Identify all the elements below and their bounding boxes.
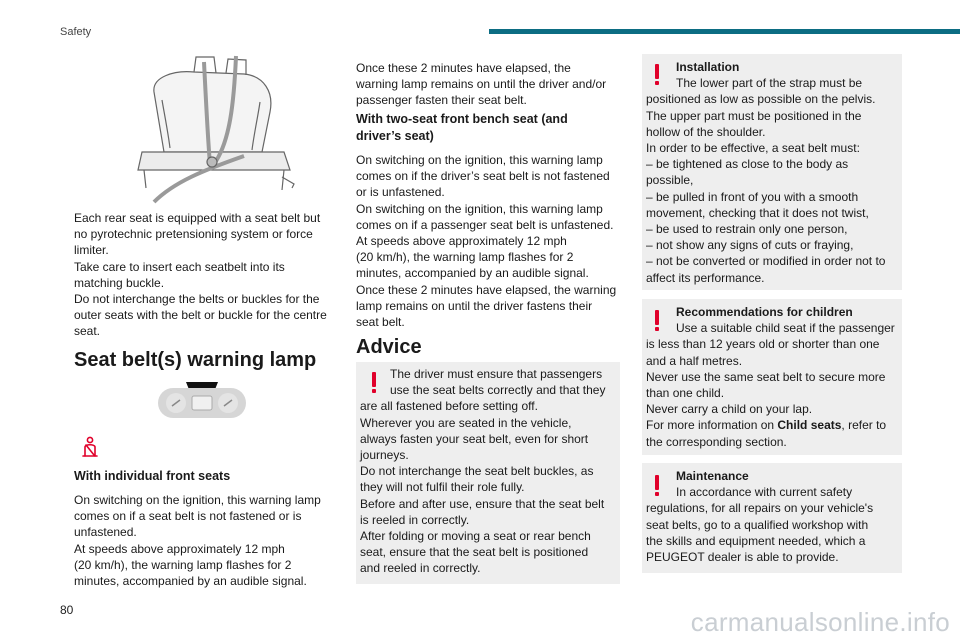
advice-line: is reeled in correctly. xyxy=(360,512,470,527)
individual-line: (20 km/h), the warning lamp flashes for 2 xyxy=(74,557,292,572)
individual-line: unfastened. xyxy=(74,525,137,540)
bench-line: At speeds above approximately 12 mph xyxy=(356,234,567,249)
installation-line: hollow of the shoulder. xyxy=(646,124,766,139)
maintenance-line: seat belts, go to a qualified workshop with xyxy=(646,517,869,532)
maintenance-line: regulations, for all repairs on your vehicle's xyxy=(646,501,874,516)
warning-lamp-title: Seat belt(s) warning lamp xyxy=(74,349,317,371)
bench-heading: driver’s seat) xyxy=(356,129,434,143)
bench-seat-section xyxy=(356,111,626,330)
intro-line: passenger fasten their seat belt. xyxy=(356,93,527,108)
maintenance-title: Maintenance xyxy=(676,469,749,483)
page-number: 80 xyxy=(60,603,74,617)
maintenance-line: In accordance with current safety xyxy=(676,485,853,500)
individual-line: On switching on the ignition, this warning lamp xyxy=(74,493,321,507)
individual-line: comes on if a seat belt is not fastened or is xyxy=(74,509,302,524)
installation-line: – be used to restrain only one person, xyxy=(646,222,848,237)
maintenance-line: the skills and equipment needed, which a xyxy=(646,533,866,548)
individual-seats-heading: With individual front seats xyxy=(74,469,231,483)
advice-line: use the seat belts correctly and that they xyxy=(390,383,606,398)
children-more-line xyxy=(646,417,900,433)
children-line: Use a suitable child seat if the passenger xyxy=(676,321,895,336)
rear-seat-line: seat. xyxy=(74,324,101,339)
installation-line: positioned as low as possible on the pelvis. xyxy=(646,92,876,107)
individual-line: minutes, accompanied by an audible signal. xyxy=(74,574,307,589)
bench-line: On switching on the ignition, this warning lamp xyxy=(356,201,603,216)
children-title: Recommendations for children xyxy=(676,305,853,319)
bench-line: or is unfastened. xyxy=(356,185,445,200)
advice-line: Wherever you are seated in the vehicle, xyxy=(360,415,572,430)
rear-seat-line: Each rear seat is equipped with a seat belt but xyxy=(74,211,321,225)
children-line: is less than 12 years old or shorter than one xyxy=(646,337,880,352)
bench-line: seat belt. xyxy=(356,315,405,330)
installation-line: affect its performance. xyxy=(646,270,765,285)
rear-seat-text xyxy=(74,210,334,340)
seat-belt-warning-icon xyxy=(80,436,100,458)
advice-line: seat, ensure that the seat belt is positioned xyxy=(360,545,589,560)
bench-line: On switching on the ignition, this warning lamp xyxy=(356,153,603,167)
individual-line: At speeds above approximately 12 mph xyxy=(74,541,285,556)
children-box xyxy=(642,299,902,455)
rear-seat-line: matching buckle. xyxy=(74,275,165,290)
rear-seat-line: Take care to insert each seatbelt into its xyxy=(74,259,285,274)
rear-seat-line: Do not interchange the belts or buckles for the xyxy=(74,292,320,307)
bench-line: minutes, accompanied by an audible signal. xyxy=(356,266,589,281)
seat-belt-illustration-svg xyxy=(134,52,298,208)
installation-line: In order to be effective, a seat belt must: xyxy=(646,141,860,156)
installation-line: – be tightened as close to the body as xyxy=(646,157,849,172)
bench-line: comes on if a passenger seat belt is unfastened. xyxy=(356,217,614,232)
installation-line: – not show any signs of cuts or fraying, xyxy=(646,238,854,253)
advice-line: journeys. xyxy=(360,448,409,463)
advice-line: After folding or moving a seat or rear bench xyxy=(360,529,591,544)
installation-box xyxy=(642,54,902,290)
bench-line: lamp remains on until the driver fastens their xyxy=(356,298,593,313)
advice-line: Before and after use, ensure that the seat belt xyxy=(360,496,605,511)
children-line: Never use the same seat belt to secure more xyxy=(646,369,886,384)
intro-line: warning lamp remains on until the driver and/or xyxy=(356,77,607,92)
advice-line: they will not fulfil their role fully. xyxy=(360,480,525,495)
bench-line: comes on if the driver’s seat belt is not fastened xyxy=(356,169,610,184)
installation-line: The lower part of the strap must be xyxy=(676,76,863,91)
installation-line: movement, checking that it does not twist, xyxy=(646,205,869,220)
advice-line: always fasten your seat belt, even for short xyxy=(360,431,589,446)
maintenance-line: PEUGEOT dealer is able to provide. xyxy=(646,550,839,565)
rear-seat-line: outer seats with the belt or buckle for the centre xyxy=(74,308,327,323)
rear-seat-belt-illustration xyxy=(134,52,298,208)
individual-seats-section xyxy=(74,468,334,589)
bench-heading: With two-seat front bench seat (and xyxy=(356,112,568,126)
header-accent-bar xyxy=(489,29,960,34)
advice-line: Do not interchange the seat belt buckles, as xyxy=(360,464,594,479)
installation-line: – be pulled in front of you with a smooth xyxy=(646,189,859,204)
intro-line: Once these 2 minutes have elapsed, the xyxy=(356,61,571,75)
rear-seat-line: no pyrotechnic pretensioning system or force xyxy=(74,227,313,242)
installation-title: Installation xyxy=(676,60,740,74)
children-more-prefix: For more information on xyxy=(646,418,778,433)
children-line: than one child. xyxy=(646,386,725,401)
children-line: Never carry a child on your lap. xyxy=(646,402,813,417)
installation-line: – not be converted or modified in order not to xyxy=(646,254,886,269)
installation-line: The upper part must be positioned in the xyxy=(646,108,862,123)
advice-line: are all fastened before setting off. xyxy=(360,399,538,414)
children-line: the corresponding section. xyxy=(646,434,787,449)
installation-line: possible, xyxy=(646,173,694,188)
advice-line: The driver must ensure that passengers xyxy=(390,367,603,381)
advice-title: Advice xyxy=(356,336,422,358)
instrument-cluster-icon xyxy=(156,380,248,420)
bench-line: Once these 2 minutes have elapsed, the warning xyxy=(356,282,617,297)
col2-intro xyxy=(356,60,626,109)
bench-line: (20 km/h), the warning lamp flashes for 2 xyxy=(356,250,574,265)
header-section-title: Safety xyxy=(60,26,92,38)
child-seats-link-text: Child seats xyxy=(777,418,842,433)
children-line: and a half metres. xyxy=(646,353,743,368)
watermark-text: carmanualsonline.info xyxy=(690,607,950,637)
maintenance-box xyxy=(642,463,902,573)
advice-line: and reeled in correctly. xyxy=(360,561,481,576)
rear-seat-line: limiter. xyxy=(74,243,109,258)
advice-box xyxy=(356,362,620,584)
children-more-suffix: , refer to xyxy=(841,418,887,433)
